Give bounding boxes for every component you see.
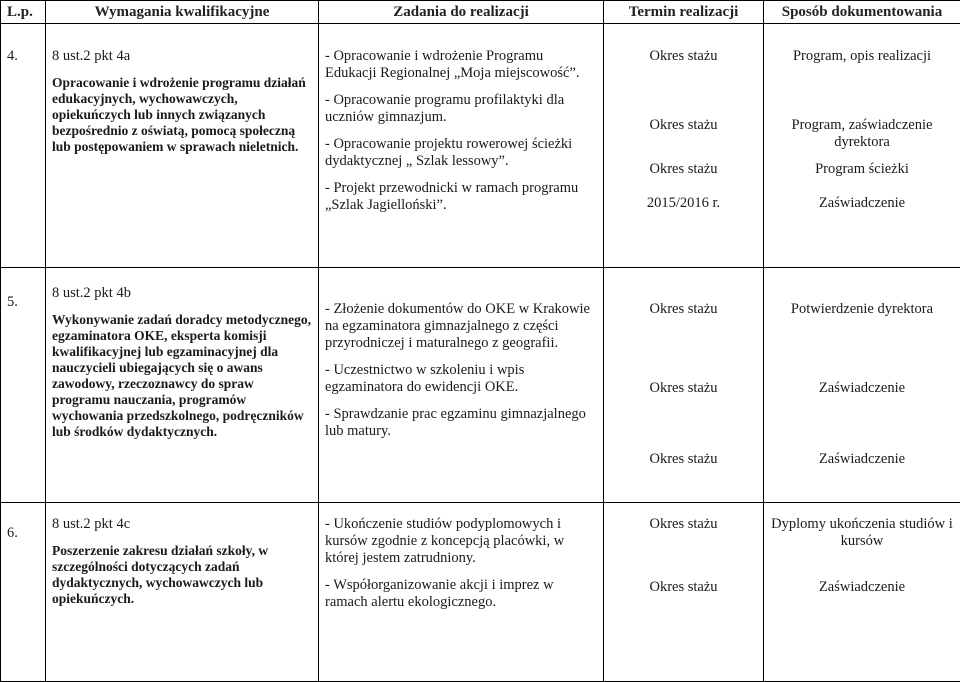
header-documentation: Sposób dokumentowania: [764, 1, 960, 24]
deadline-cell: [604, 268, 764, 503]
task-item: - Uczestnictwo w szkoleniu i wpis egzaminatora do ewidencji OKE.: [325, 362, 597, 396]
deadline-item: Okres stażu: [610, 117, 757, 161]
task-item: - Złożenie dokumentów do OKE w Krakowie na egzaminatora gimnazjalnego z części przyrodniczej i maturalnego z geografii.: [325, 301, 597, 352]
deadline-item: Okres stażu: [610, 516, 757, 579]
task-item: - Opracowanie programu profilaktyki dla uczniów gimnazjum.: [325, 92, 597, 126]
tasks-cell: [319, 503, 604, 682]
requirement-text: Poszerzenie zakresu działań szkoły, w szczególności dotyczących zadań dydaktycznych, wychowawczych lub opiekuńczych.: [52, 543, 312, 607]
header-tasks: Zadania do realizacji: [319, 1, 604, 24]
header-lp: L.p.: [1, 1, 46, 24]
article-ref: 8 ust.2 pkt 4b: [52, 285, 312, 302]
table-row: [1, 24, 960, 268]
header-row: [1, 1, 960, 24]
requirement-text: Opracowanie i wdrożenie programu działań edukacyjnych, wychowawczych, opiekuńczych lub innych związanych bezpośrednio z oświatą, pomocą społeczną lub postępowaniem w sprawach nieletnich.: [52, 75, 312, 155]
documentation-item: Program, zaświadczenie dyrektora: [770, 117, 954, 161]
documentation-item: Dyplomy ukończenia studiów i kursów: [770, 516, 954, 579]
deadline-cell: [604, 503, 764, 682]
header-requirements: Wymagania kwalifikacyjne: [46, 1, 319, 24]
requirement-cell: [46, 24, 319, 268]
documentation-item: Program, opis realizacji: [770, 48, 954, 117]
article-ref: 8 ust.2 pkt 4a: [52, 48, 312, 65]
documentation-item: Zaświadczenie: [770, 579, 954, 596]
requirement-cell: [46, 268, 319, 503]
deadline-item: Okres stażu: [610, 161, 757, 195]
task-item: - Opracowanie i wdrożenie Programu Edukacji Regionalnej „Moja miejscowość”.: [325, 48, 597, 82]
documentation-cell: [764, 24, 960, 268]
deadline-item: Okres stażu: [610, 380, 757, 451]
tasks-cell: [319, 268, 604, 503]
documentation-item: Zaświadczenie: [770, 195, 954, 212]
deadline-item: Okres stażu: [610, 451, 757, 468]
documentation-cell: [764, 503, 960, 682]
documentation-item: Potwierdzenie dyrektora: [770, 301, 954, 380]
task-item: - Projekt przewodnicki w ramach programu „Szlak Jagielloński”.: [325, 180, 597, 214]
deadline-item: Okres stażu: [610, 301, 757, 380]
documentation-cell: [764, 268, 960, 503]
table-row: [1, 268, 960, 503]
task-item: - Ukończenie studiów podyplomowych i kursów zgodnie z koncepcją placówki, w której jestem zatrudniony.: [325, 516, 597, 567]
deadline-cell: [604, 24, 764, 268]
tasks-cell: [319, 24, 604, 268]
task-item: - Sprawdzanie prac egzaminu gimnazjalnego lub matury.: [325, 406, 597, 440]
row-number: 4.: [1, 24, 46, 268]
documentation-item: Zaświadczenie: [770, 380, 954, 451]
row-number: 5.: [1, 268, 46, 503]
header-deadline: Termin realizacji: [604, 1, 764, 24]
documentation-item: Program ścieżki: [770, 161, 954, 195]
article-ref: 8 ust.2 pkt 4c: [52, 516, 312, 533]
requirement-text: Wykonywanie zadań doradcy metodycznego, egzaminatora OKE, eksperta komisji kwalifikacyjnej lub egzaminacyjnej dla nauczycieli ubiegających się o awans zawodowy, rzeczoznawcy do spraw programu nauczania, programów wychowania przedszkolnego, podręczników lub środków dydaktycznych.: [52, 312, 312, 440]
deadline-item: Okres stażu: [610, 579, 757, 596]
row-number: 6.: [1, 503, 46, 682]
task-item: - Opracowanie projektu rowerowej ścieżki dydaktycznej „ Szlak lessowy”.: [325, 136, 597, 170]
table-row: [1, 503, 960, 682]
deadline-item: 2015/2016 r.: [610, 195, 757, 212]
task-item: - Współorganizowanie akcji i imprez w ramach alertu ekologicznego.: [325, 577, 597, 611]
requirement-cell: [46, 503, 319, 682]
documentation-item: Zaświadczenie: [770, 451, 954, 468]
deadline-item: Okres stażu: [610, 48, 757, 117]
